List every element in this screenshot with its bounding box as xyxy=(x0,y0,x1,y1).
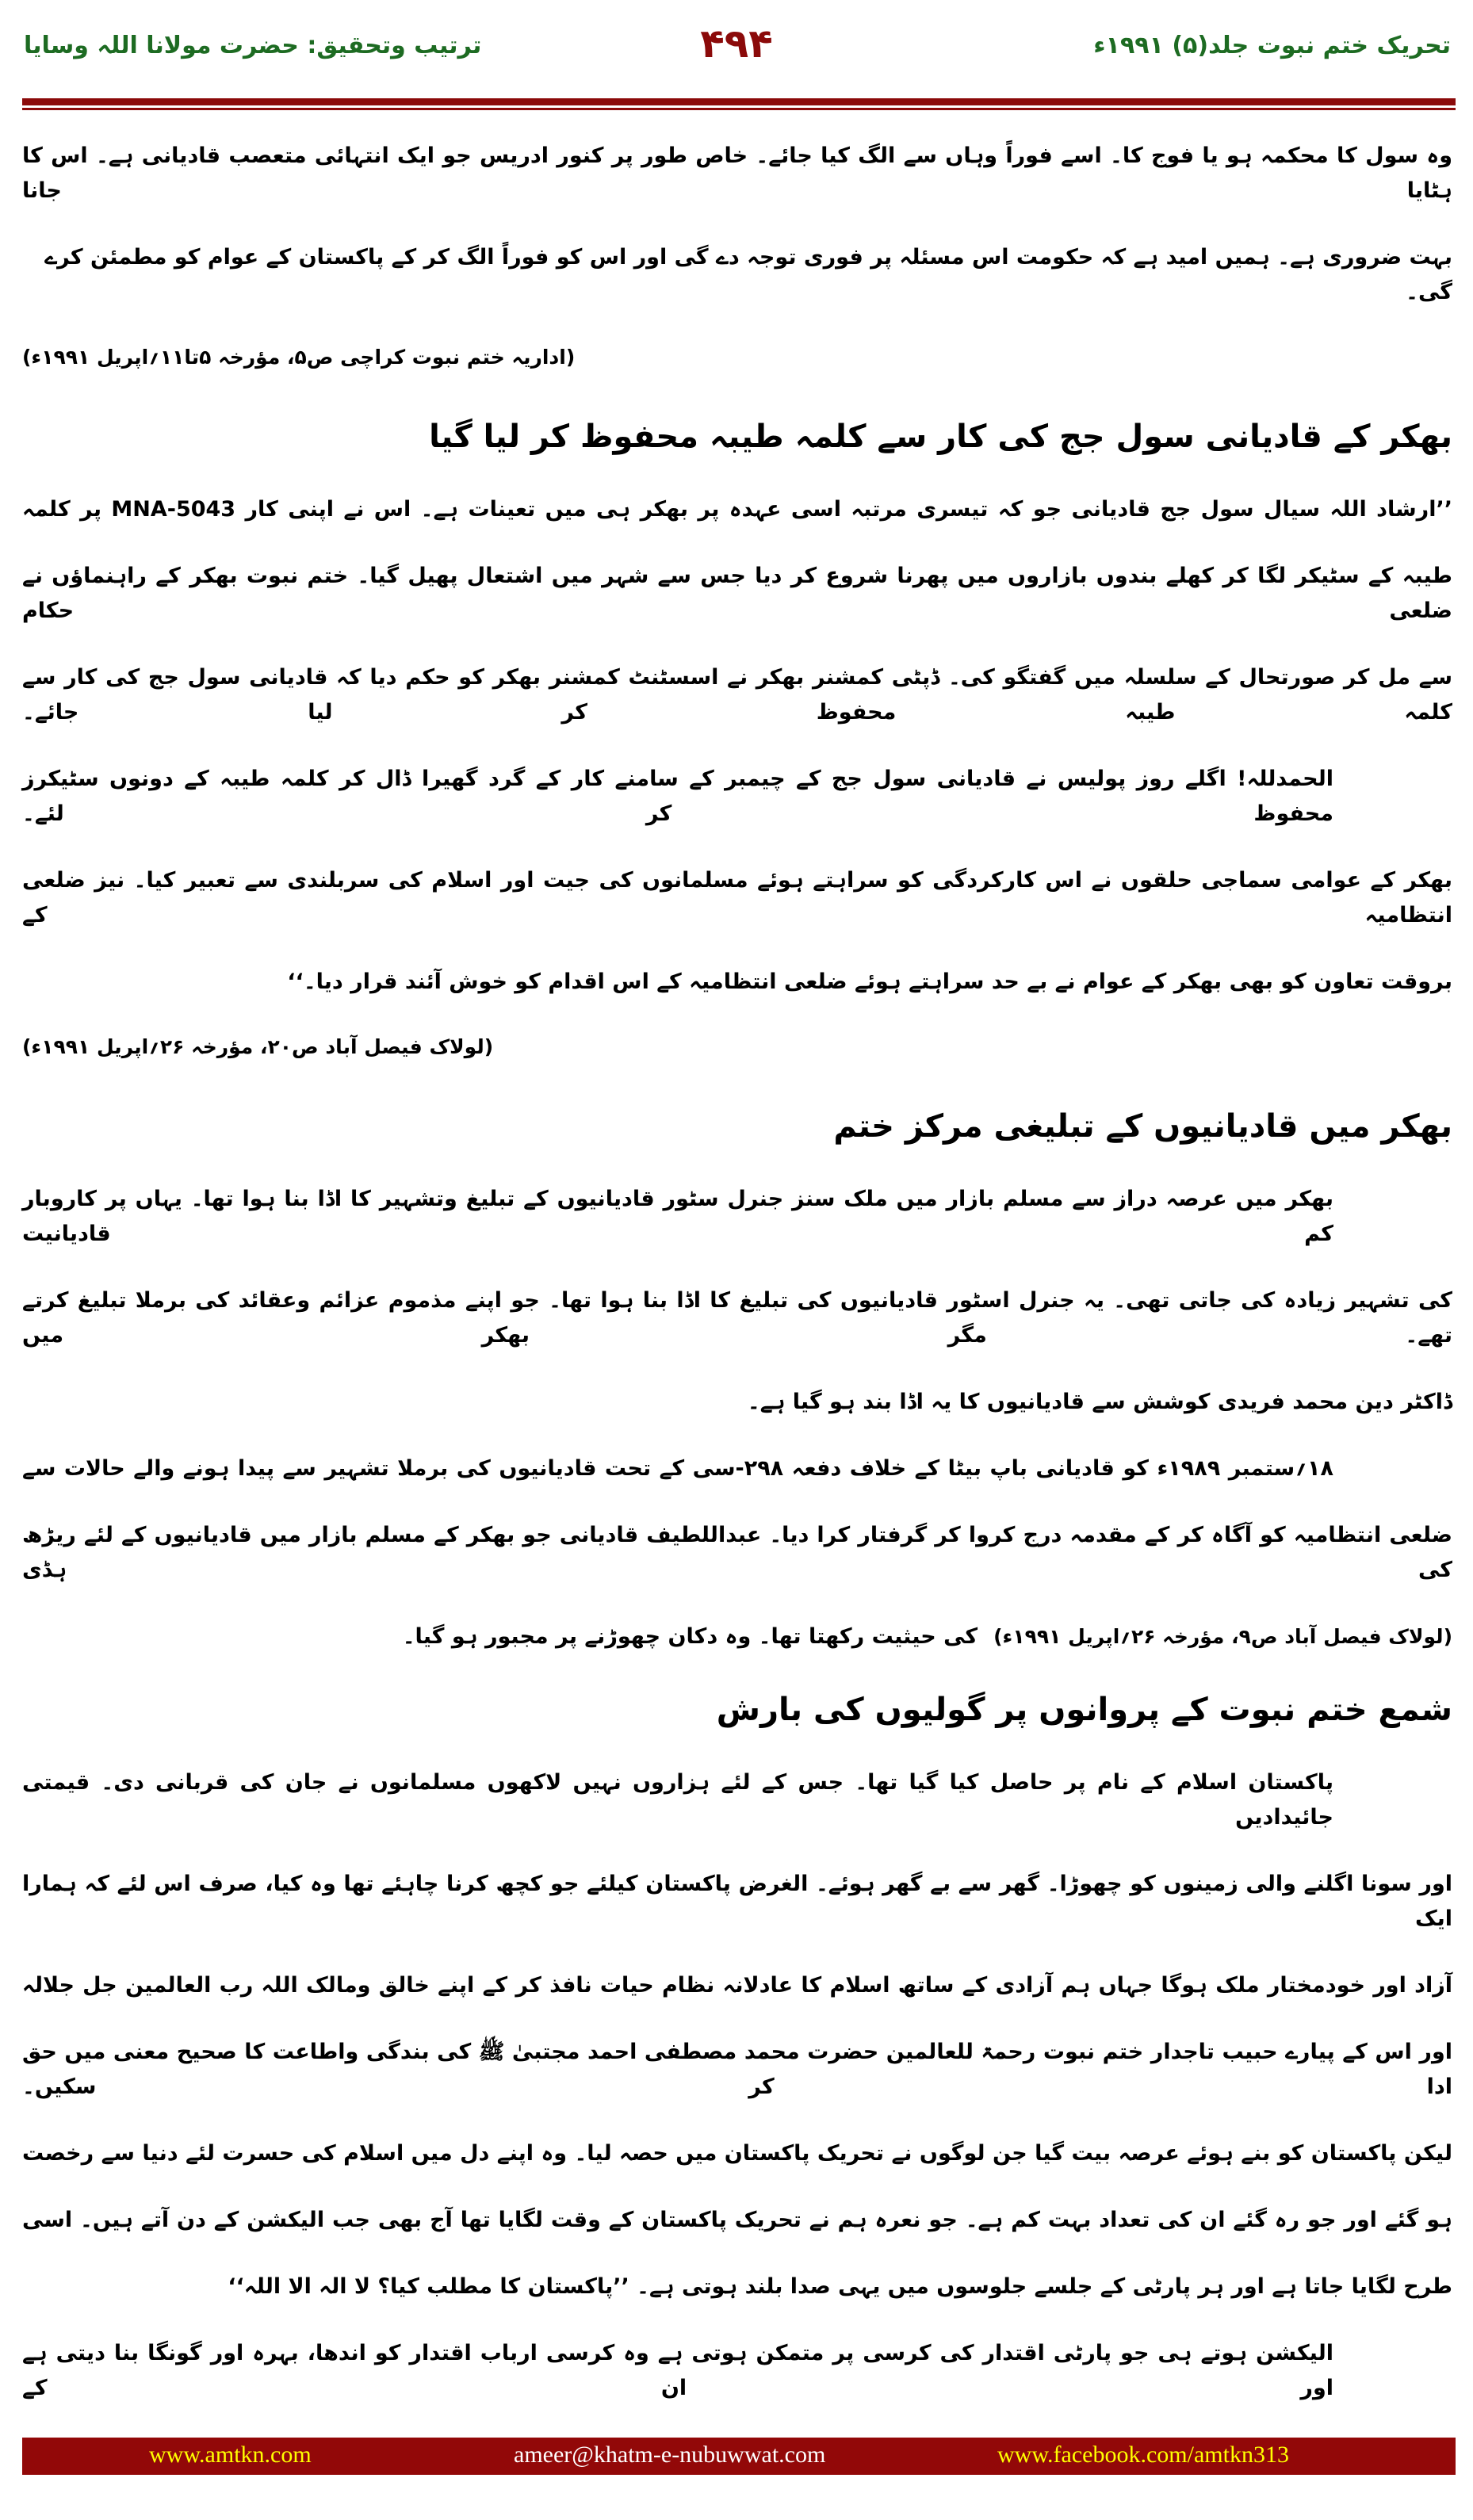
text-line: بھکر میں عرصہ دراز سے مسلم بازار میں ملک سنز جنرل سٹور قادیانیوں کے تبلیغ وتشہیر کا اڈا بنا ہوا تھا۔ یہاں پر کاروبار کم قادیانیت xyxy=(22,1187,1333,1246)
page-header xyxy=(0,0,1473,115)
section-heading: شمع ختم نبوت کے پروانوں پر گولیوں کی بارش xyxy=(716,1692,1452,1728)
text-line: طیبہ کے سٹیکر لگا کر کھلے بندوں بازاروں میں پھرنا شروع کر دیا جس سے شہر میں اشتعال پھیل گیا۔ ختم نبوت بھکر کے راہنماؤں نے ضلعی حکام xyxy=(22,564,1452,623)
text-line: بھکر کے عوامی سماجی حلقوں نے اس کارکردگی کو سراہتے ہوئے مسلمانوں کی جیت اور اسلام کی سربلندی سے تعبیر کیا۔ نیز ضلعی انتظامیہ کے xyxy=(22,868,1452,927)
facebook-link[interactable]: www.facebook.com/amtkn313 xyxy=(997,2442,1289,2468)
text-line: آزاد اور خودمختار ملک ہوگا جہاں ہم آزادی کے ساتھ اسلام کا عادلانہ نظام حیات نافذ کر کے اپنے خالق ومالک اللہ رب العالمین جل جلالہ xyxy=(22,1973,1452,1998)
text-line: اور اس کے پیارے حبیب تاجدار ختم نبوت رحمۃ للعالمین حضرت محمد مصطفی احمد مجتبیٰ ﷺ کی بندگی واطاعت کا صحیح معنی میں حق ادا کر سکیں۔ xyxy=(22,2040,1452,2099)
text-line: سے مل کر صورتحال کے سلسلہ میں گفتگو کی۔ ڈپٹی کمشنر بھکر نے اسسٹنٹ کمشنر بھکر کو حکم دیا کہ قادیانی سول جج کی کار سے کلمہ طیبہ محفوظ کر لیا جائے۔ xyxy=(22,665,1452,725)
text-line: پاکستان اسلام کے نام پر حاصل کیا گیا تھا۔ جس کے لئے ہزاروں نہیں لاکھوں مسلمانوں نے جان کی قربانی دی۔ قیمتی جائیدادیں xyxy=(22,1770,1333,1830)
text-line: بروقت تعاون کو بھی بھکر کے عوام نے بے حد سراہتے ہوئے ضلعی انتظامیہ کے اس اقدام کو خوش آئند قرار دیا۔‘‘ xyxy=(287,969,1452,994)
text-line: بہت ضروری ہے۔ ہمیں امید ہے کہ حکومت اس مسئلہ پر فوری توجہ دے گی اور اس کو فوراً الگ کر کے پاکستان کے عوام کو مطمئن کرے گی۔ xyxy=(44,245,1452,304)
book-title: تحریک ختم نبوت جلد(۵) ۱۹۹۱ء xyxy=(1093,32,1451,59)
text-line: الیکشن ہوتے ہی جو پارٹی اقتدار کی کرسی پر متمکن ہوتی ہے وہ کرسی ارباب اقتدار کو اندھا، بہرہ اور گونگا بنا دیتی ہے اور ان کے xyxy=(22,2341,1333,2400)
text-line: ضلعی انتظامیہ کو آگاہ کر کے مقدمہ درج کروا کر گرفتار کرا دیا۔ عبداللطیف قادیانی جو بھکر کے مسلم بازار میں قادیانیوں کے لئے ریڑھ کی ہڈی xyxy=(22,1523,1452,1582)
text-line: کی حیثیت رکھتا تھا۔ وہ دکان چھوڑنے پر مجبور ہو گیا۔ xyxy=(402,1624,978,1649)
page-content xyxy=(0,115,1473,2438)
compiler-credit: ترتیب وتحقیق: حضرت مولانا اللہ وسایا xyxy=(24,32,482,59)
source-reference: (اداریہ ختم نبوت کراچی ص۵، مؤرخہ ۵تا۱۱؍اپریل ۱۹۹۱ء) xyxy=(22,346,576,369)
header-rule-thin xyxy=(22,108,1456,110)
section-shama-khatm-nubuwwat xyxy=(22,1686,1452,2406)
section-intro xyxy=(22,139,1452,373)
website-link[interactable]: www.amtkn.com xyxy=(149,2442,312,2468)
text-line: کی تشہیر زیادہ کی جاتی تھی۔ یہ جنرل اسٹور قادیانیوں کی تبلیغ کا اڈا بنا ہوا تھا۔ جو اپنے مذموم عزائم وعقائد کی برملا تبلیغ کرتے تھے۔ مگر بھکر میں xyxy=(22,1288,1452,1348)
text-line: ’’ارشاد اللہ سیال سول جج قادیانی جو کہ تیسری مرتبہ اسی عہدہ پر بھکر ہی میں تعینات ہے۔ اس نے اپنی کار MNA-5043 پر کلمہ xyxy=(22,497,1452,522)
text-line: ۱۸؍ستمبر ۱۹۸۹ء کو قادیانی باپ بیٹا کے خلاف دفعہ ۲۹۸-سی کے تحت قادیانیوں کی برملا تشہیر سے پیدا ہونے والے حالات سے xyxy=(22,1456,1333,1481)
text-line: وہ سول کا محکمہ ہو یا فوج کا۔ اسے فوراً وہاں سے الگ کیا جائے۔ خاص طور پر کنور ادریس جو ایک انتہائی متعصب قادیانی ہے۔ اس کا ہٹایا جانا xyxy=(22,143,1452,203)
page-number: ۴۹۴ xyxy=(700,21,773,67)
header-rule-thick xyxy=(22,98,1456,105)
section-heading: بھکر کے قادیانی سول جج کی کار سے کلمہ طیبہ محفوظ کر لیا گیا xyxy=(429,419,1452,455)
text-line: ہو گئے اور جو رہ گئے ان کی تعداد بہت کم ہے۔ جو نعرہ ہم نے تحریک پاکستان کے وقت لگایا تھا آج بھی جب الیکشن کے دن آتے ہیں۔ اسی xyxy=(22,2208,1452,2232)
text-line: الحمدللہ! اگلے روز پولیس نے قادیانی سول جج کے چیمبر کے سامنے کار کے گرد گھیرا ڈال کر کلمہ طیبہ کے دونوں سٹیکرز محفوظ کر لئے۔ xyxy=(22,767,1333,826)
text-line: طرح لگایا جاتا ہے اور ہر پارٹی کے جلسے جلوسوں میں یہی صدا بلند ہوتی ہے۔ ’’پاکستان کا مطلب کیا؟ لا الہ الا اللہ‘‘ xyxy=(228,2274,1452,2299)
text-line: اور سونا اگلنے والی زمینوں کو چھوڑا۔ گھر سے بے گھر ہوئے۔ الغرض پاکستان کیلئے جو کچھ کرنا چاہئے تھا وہ کیا، صرف اس لئے کہ ہمارا ایک xyxy=(22,1872,1452,1931)
source-reference: (لولاک فیصل آباد ص۲۰، مؤرخہ ۲۶؍اپریل ۱۹۹۱ء) xyxy=(22,1035,494,1058)
source-reference: (لولاک فیصل آباد ص۹، مؤرخہ ۲۶؍اپریل ۱۹۹۱ء) xyxy=(993,1625,1452,1648)
section-heading: بھکر میں قادیانیوں کے تبلیغی مرکز ختم xyxy=(833,1108,1452,1145)
closing-line-with-reference xyxy=(22,1619,1452,1654)
section-bhakkar-kalma xyxy=(22,413,1452,1063)
footer-bar xyxy=(22,2438,1456,2475)
email-link[interactable]: ameer@khatm-e-nubuwwat.com xyxy=(514,2442,826,2468)
text-line: لیکن پاکستان کو بنے ہوئے عرصہ بیت گیا جن لوگوں نے تحریک پاکستان میں حصہ لیا۔ وہ اپنے دل میں اسلام کی حسرت لئے دنیا سے رخصت xyxy=(22,2141,1452,2166)
text-line: ڈاکٹر دین محمد فریدی کوشش سے قادیانیوں کا یہ اڈا بند ہو گیا ہے۔ xyxy=(747,1390,1452,1414)
section-bhakkar-center xyxy=(22,1103,1452,1654)
